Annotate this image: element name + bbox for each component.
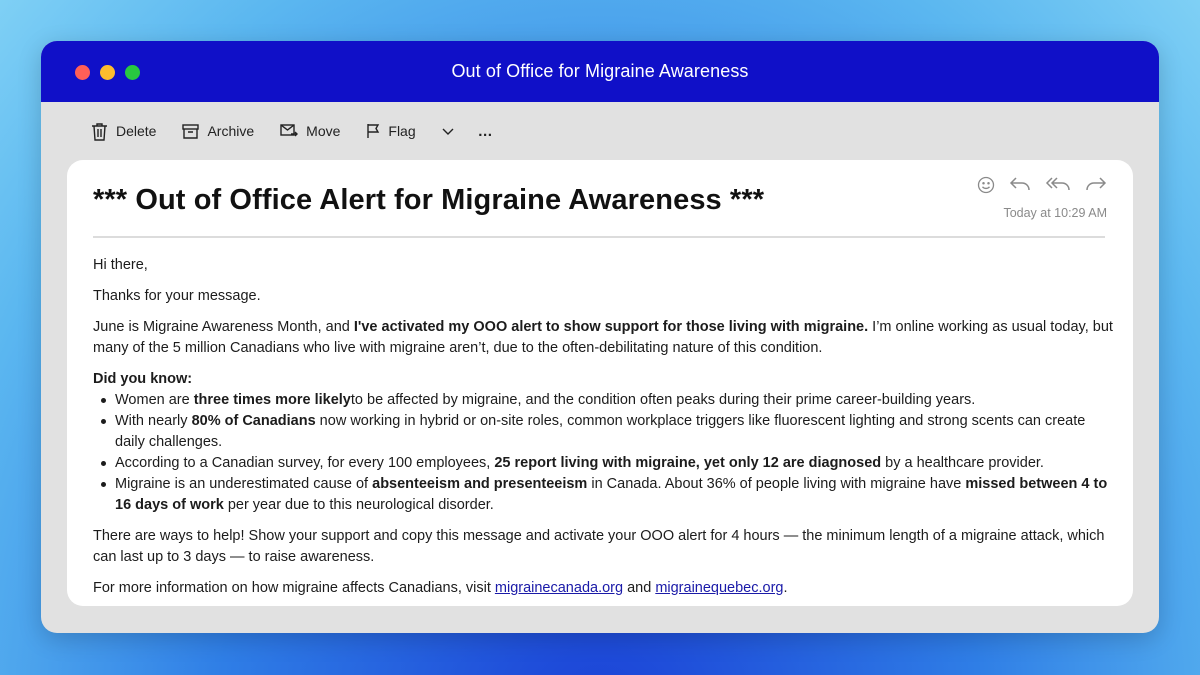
message-timestamp: Today at 10:29 AM — [1003, 206, 1107, 220]
flag-icon — [366, 123, 380, 139]
move-label: Move — [306, 123, 341, 139]
list-item — [93, 474, 1113, 516]
forward-icon[interactable] — [1085, 176, 1107, 199]
archive-label: Archive — [207, 123, 255, 139]
greeting: Hi there, — [93, 257, 148, 273]
trash-icon — [91, 122, 108, 141]
message-actions — [977, 176, 1107, 199]
title-bar — [41, 41, 1159, 102]
message-view — [67, 160, 1133, 606]
migrainecanada-link[interactable]: migrainecanada.org — [494, 580, 624, 596]
emoji-reaction-icon[interactable] — [977, 176, 995, 199]
thanks-line: Thanks for your message. — [93, 288, 261, 304]
zoom-window-button[interactable] — [125, 65, 140, 80]
did-you-know-heading: Did you know: — [93, 371, 193, 387]
archive-button[interactable] — [182, 123, 254, 139]
list-item — [93, 453, 1113, 474]
move-to-folder-icon — [280, 124, 298, 138]
fact-highlight: 80% of Canadians — [191, 413, 316, 429]
fact-text: According to a Canadian survey, for every 100 employees, — [115, 455, 495, 471]
intro-text: June is Migraine Awareness Month, and — [93, 319, 354, 335]
fact-text: Women are — [115, 392, 194, 408]
chevron-down-icon — [442, 123, 454, 139]
fact-text: With nearly — [115, 413, 192, 429]
flag-button[interactable] — [366, 123, 415, 139]
list-item — [93, 411, 1113, 453]
intro-text-end: I’m online working as usual today, but many of the 5 million Canadians who live with migraine aren’t, due to the often-debilitating nature of this condition. — [93, 319, 1113, 356]
window-controls — [75, 65, 140, 80]
close-window-button[interactable] — [75, 65, 90, 80]
archive-box-icon — [182, 124, 199, 139]
minimize-window-button[interactable] — [100, 65, 115, 80]
migrainequebec-link[interactable]: migrainequebec.org — [655, 580, 784, 596]
fact-text: in Canada. About 36% of people living with migraine have — [587, 476, 966, 492]
flag-label: Flag — [388, 123, 416, 139]
fact-text: by a healthcare provider. — [881, 455, 1044, 471]
header-divider — [93, 236, 1105, 238]
help-paragraph: There are ways to help! Show your support and copy this message and activate your OOO alert for 4 hours — the minimum length of a migraine attack, which can last up to 3 days — to raise awareness. — [93, 528, 1105, 565]
reply-icon[interactable] — [1009, 176, 1031, 199]
delete-label: Delete — [116, 123, 157, 139]
more-info-text: For more information on how migraine affects Canadians, visit — [93, 580, 495, 596]
fact-text: now working in hybrid or on-site roles, common workplace triggers like fluorescent lighting and strong scents can create daily challenges. — [115, 413, 1086, 450]
message-body — [93, 255, 1113, 609]
reply-all-icon[interactable] — [1045, 176, 1071, 199]
more-info-text: and — [623, 580, 656, 596]
intro-paragraph — [93, 317, 1113, 359]
mail-window — [41, 41, 1159, 633]
fact-text: per year due to this neurological disorder. — [223, 497, 494, 513]
facts-list — [93, 390, 1113, 516]
toolbar — [41, 102, 1159, 160]
fact-text: to be affected by migraine, and the condition often peaks during their prime career-building years. — [350, 392, 976, 408]
window-title: Out of Office for Migraine Awareness — [451, 61, 749, 81]
intro-highlight: I've activated my OOO alert to show support for those living with migraine. — [353, 319, 869, 335]
fact-highlight: three times more likely — [193, 392, 351, 408]
delete-button[interactable] — [91, 122, 156, 141]
fact-highlight: missed between 4 to 16 days of work — [115, 476, 1108, 513]
message-subject: *** Out of Office Alert for Migraine Awareness *** — [93, 184, 765, 216]
fact-highlight: 25 report living with migraine, yet only 12 are diagnosed — [494, 455, 882, 471]
more-info-text: . — [783, 580, 788, 596]
more-actions-button[interactable] — [478, 123, 493, 140]
flag-options-dropdown[interactable] — [442, 123, 454, 139]
more-info-paragraph — [93, 578, 1113, 599]
fact-text: Migraine is an underestimated cause of — [115, 476, 373, 492]
list-item — [93, 390, 1113, 411]
fact-highlight: absenteeism and presenteeism — [372, 476, 588, 492]
move-button[interactable] — [280, 123, 340, 139]
ellipsis-icon: … — [477, 122, 493, 140]
